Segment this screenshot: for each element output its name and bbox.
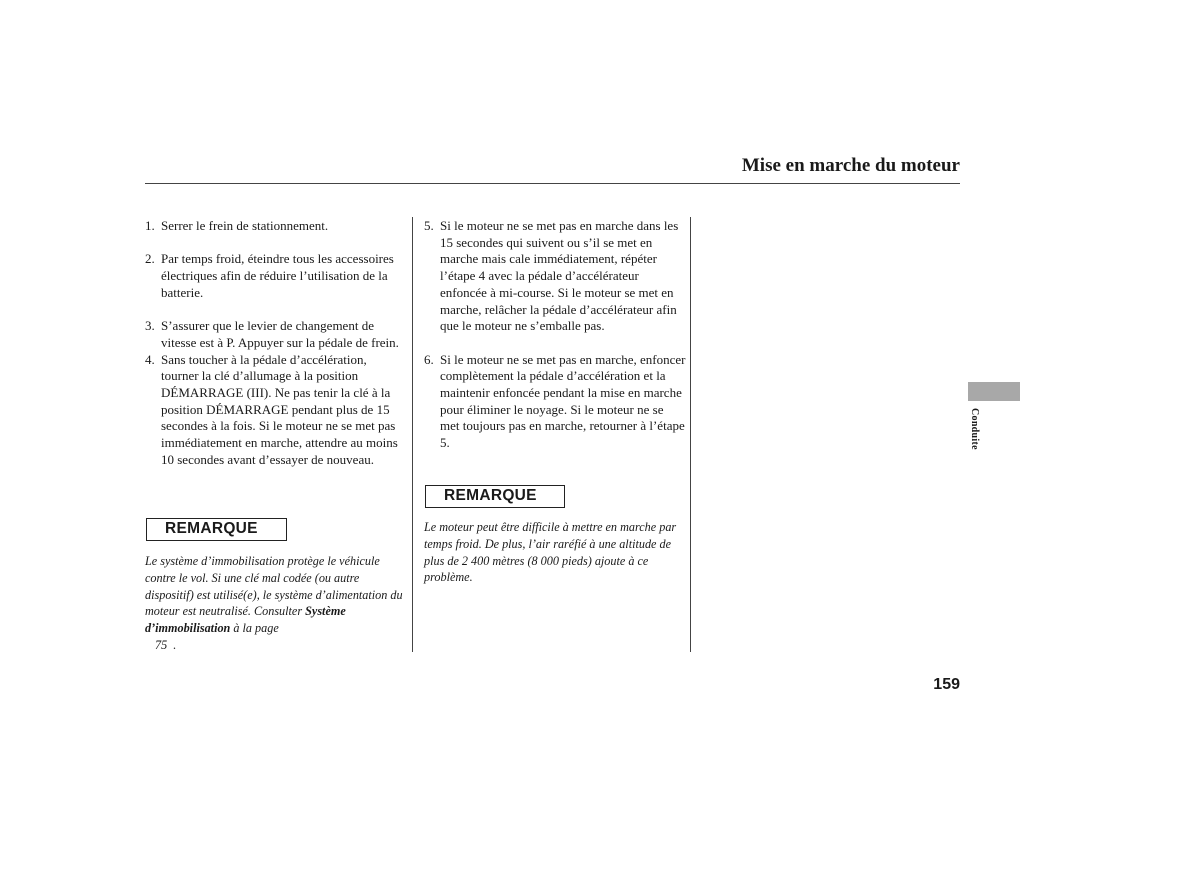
column-divider-left xyxy=(412,217,413,652)
step-text: S’assurer que le levier de changement de vitesse est à P. Appuyer sur la pédale de frein. xyxy=(161,318,399,350)
step-text: Serrer le frein de stationnement. xyxy=(161,218,329,233)
step-3 xyxy=(145,318,407,351)
header-rule xyxy=(145,183,960,184)
note-page-reference: 75 xyxy=(155,637,168,652)
note-reference-suffix: à la page xyxy=(233,621,279,636)
right-steps-list xyxy=(424,218,686,452)
step-number: 2. xyxy=(145,251,155,267)
left-steps-list xyxy=(145,218,407,469)
column-divider-right xyxy=(690,217,691,652)
page-number: 159 xyxy=(933,676,960,693)
page-title: Mise en marche du moteur xyxy=(741,155,960,176)
note-end: . xyxy=(173,637,177,652)
step-number: 6. xyxy=(424,351,434,367)
step-5 xyxy=(424,218,686,335)
step-number: 3. xyxy=(145,318,155,334)
step-1 xyxy=(145,218,407,235)
step-number: 4. xyxy=(145,351,155,367)
step-number: 5. xyxy=(424,218,434,233)
remarque-box-right: REMARQUE xyxy=(425,485,565,508)
right-note: Le moteur peut être difficile à mettre en marche par temps froid. De plus, l’air raréfié à une altitude de plus de 2 400 mètres (8 000 pieds) ajoute à ce problème. xyxy=(424,520,677,585)
section-tab xyxy=(968,382,1020,401)
step-number: 1. xyxy=(145,218,155,233)
note-text: Le système d’immobilisation protège le véhicule contre le vol. Si une clé mal codée (ou autre dispositif) est utilisé(e), le système d’alimentation du moteur est neutralisé. Consulter xyxy=(145,554,403,619)
left-note xyxy=(145,553,407,654)
remarque-box-left: REMARQUE xyxy=(146,518,287,541)
step-text: Par temps froid, éteindre tous les accessoires électriques afin de réduire l’utilisation de la batterie. xyxy=(161,251,394,300)
note-reference: Système d’immobilisation xyxy=(145,604,346,636)
step-6 xyxy=(424,352,686,452)
step-text: Si le moteur ne se met pas en marche, enfoncer complètement la pédale d’accélération et la maintenir enfoncée pendant la mise en marche pour éliminer le noyage. Si le moteur ne se met toujours pas en marche, retourner à l’étape 5. xyxy=(440,351,686,451)
section-tab-label: Conduite xyxy=(969,408,980,450)
step-4 xyxy=(145,352,407,469)
step-text: Si le moteur ne se met pas en marche dans les 15 secondes qui suivent ou s’il se met en marche mais cale immédiatement, répéter l’étape 4 avec la pédale d’accélérateur enfoncée à mi-course. Si le moteur se met en marche, relâcher la pédale d’accélérateur afin que le moteur ne s’emballe pas. xyxy=(440,218,679,334)
step-text: Sans toucher à la pédale d’accélération, tourner la clé d’allumage à la position DÉMARRAGE (III). Ne pas tenir la clé à la position DÉMARRAGE pendant plus de 15 secondes à la fois. Si le moteur ne se met pas immédiatement en marche, attendre au moins 10 secondes avant d’essayer de nouveau. xyxy=(161,351,398,467)
step-2 xyxy=(145,251,407,301)
